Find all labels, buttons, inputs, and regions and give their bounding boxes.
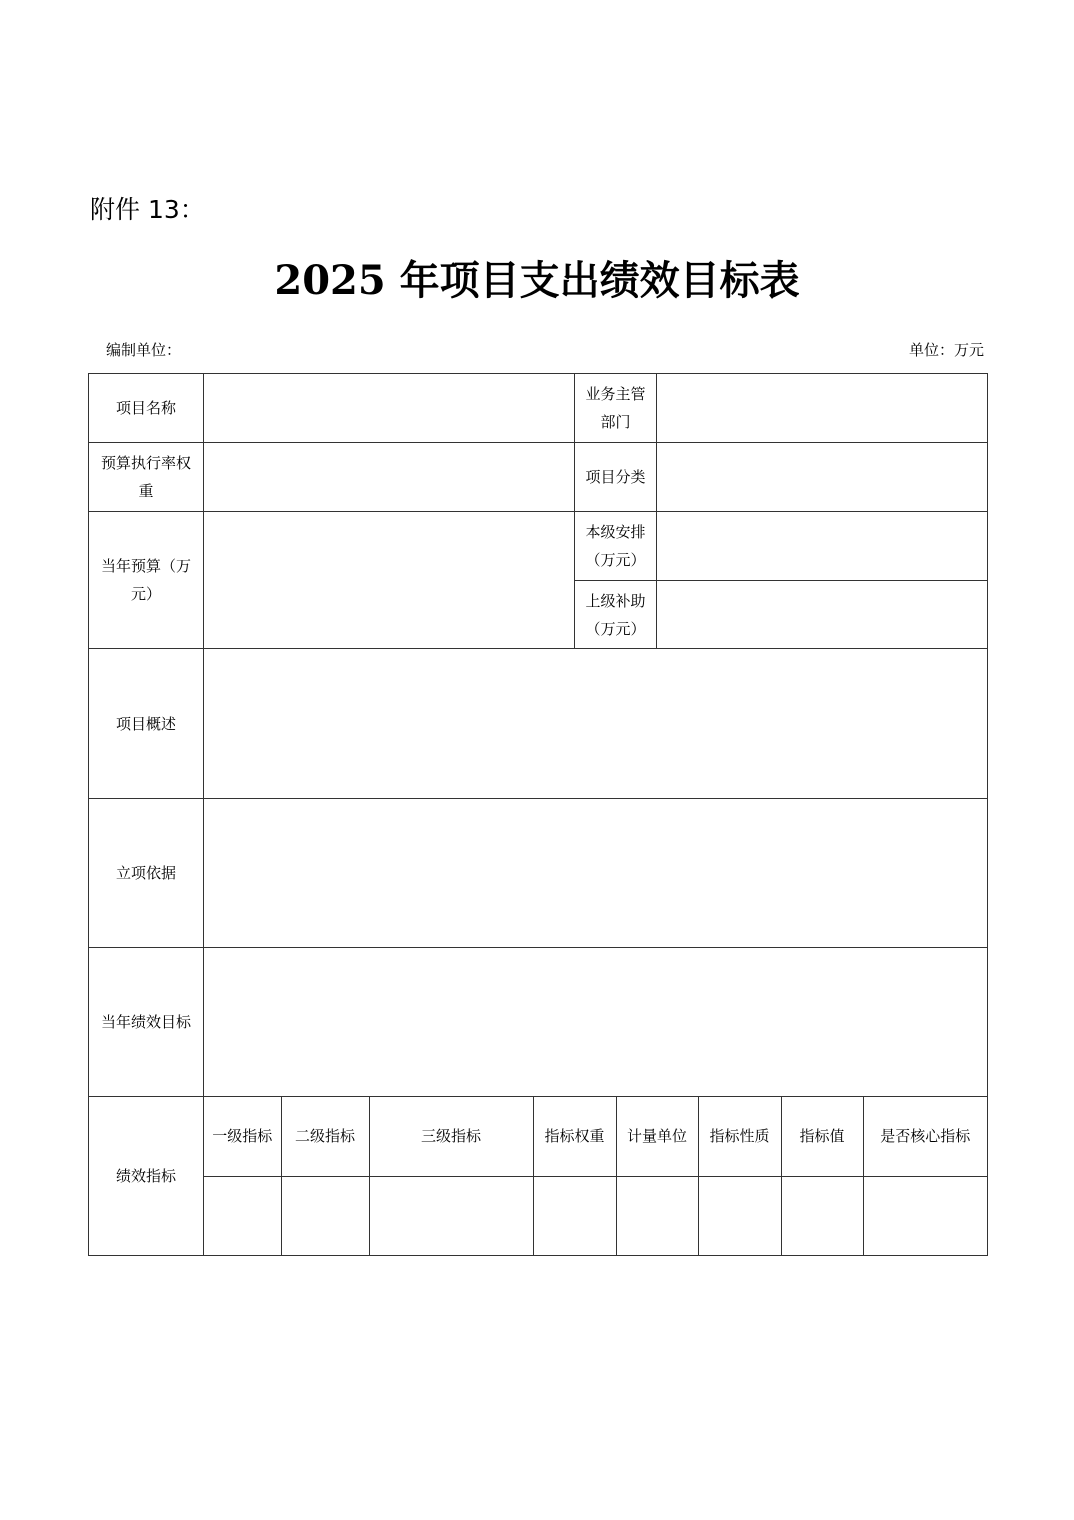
basis-field[interactable] [204, 799, 988, 948]
indicator-cell-level3[interactable] [369, 1176, 533, 1255]
compiler-label: 编制单位： [106, 341, 182, 359]
category-field[interactable] [657, 443, 988, 512]
local-arrangement-label: 本级安排（万元） [575, 512, 657, 581]
indicator-header-level3: 三级指标 [369, 1097, 533, 1176]
indicator-cell-nature[interactable] [698, 1176, 781, 1255]
annual-budget-label: 当年预算（万元） [89, 512, 204, 649]
overview-label: 项目概述 [89, 649, 204, 799]
category-label: 项目分类 [575, 443, 657, 512]
performance-target-table [88, 373, 988, 1256]
superior-subsidy-field[interactable] [657, 581, 988, 649]
indicator-cell-level1[interactable] [204, 1176, 281, 1255]
indicator-cell-weight[interactable] [533, 1176, 616, 1255]
annual-budget-field[interactable] [204, 512, 575, 649]
department-label: 业务主管部门 [575, 374, 657, 443]
indicator-header-nature: 指标性质 [698, 1097, 781, 1176]
superior-subsidy-label: 上级补助（万元） [575, 581, 657, 649]
execution-weight-label: 预算执行率权重 [89, 443, 204, 512]
department-field[interactable] [657, 374, 988, 443]
indicator-table [204, 1097, 987, 1255]
indicator-cell-level2[interactable] [281, 1176, 369, 1255]
indicator-header-weight: 指标权重 [533, 1097, 616, 1176]
basis-label: 立项依据 [89, 799, 204, 948]
indicators-label: 绩效指标 [89, 1097, 204, 1256]
indicator-cell-unit[interactable] [616, 1176, 698, 1255]
annual-target-field[interactable] [204, 948, 988, 1097]
indicator-cell-value[interactable] [781, 1176, 863, 1255]
indicator-header-level2: 二级指标 [281, 1097, 369, 1176]
indicator-header-core: 是否核心指标 [863, 1097, 987, 1176]
attachment-label: 附件 13： [90, 195, 205, 224]
project-name-field[interactable] [204, 374, 575, 443]
local-arrangement-field[interactable] [657, 512, 988, 581]
annual-target-label: 当年绩效目标 [89, 948, 204, 1097]
overview-field[interactable] [204, 649, 988, 799]
execution-weight-field[interactable] [204, 443, 575, 512]
indicator-header-unit: 计量单位 [616, 1097, 698, 1176]
project-name-label: 项目名称 [89, 374, 204, 443]
unit-label: 单位：万元 [908, 341, 984, 359]
indicator-header-level1: 一级指标 [204, 1097, 281, 1176]
indicators-container [204, 1097, 988, 1256]
indicator-cell-core[interactable] [863, 1176, 987, 1255]
page-title: 2025 年项目支出绩效目标表 [274, 257, 800, 304]
indicator-header-value: 指标值 [781, 1097, 863, 1176]
